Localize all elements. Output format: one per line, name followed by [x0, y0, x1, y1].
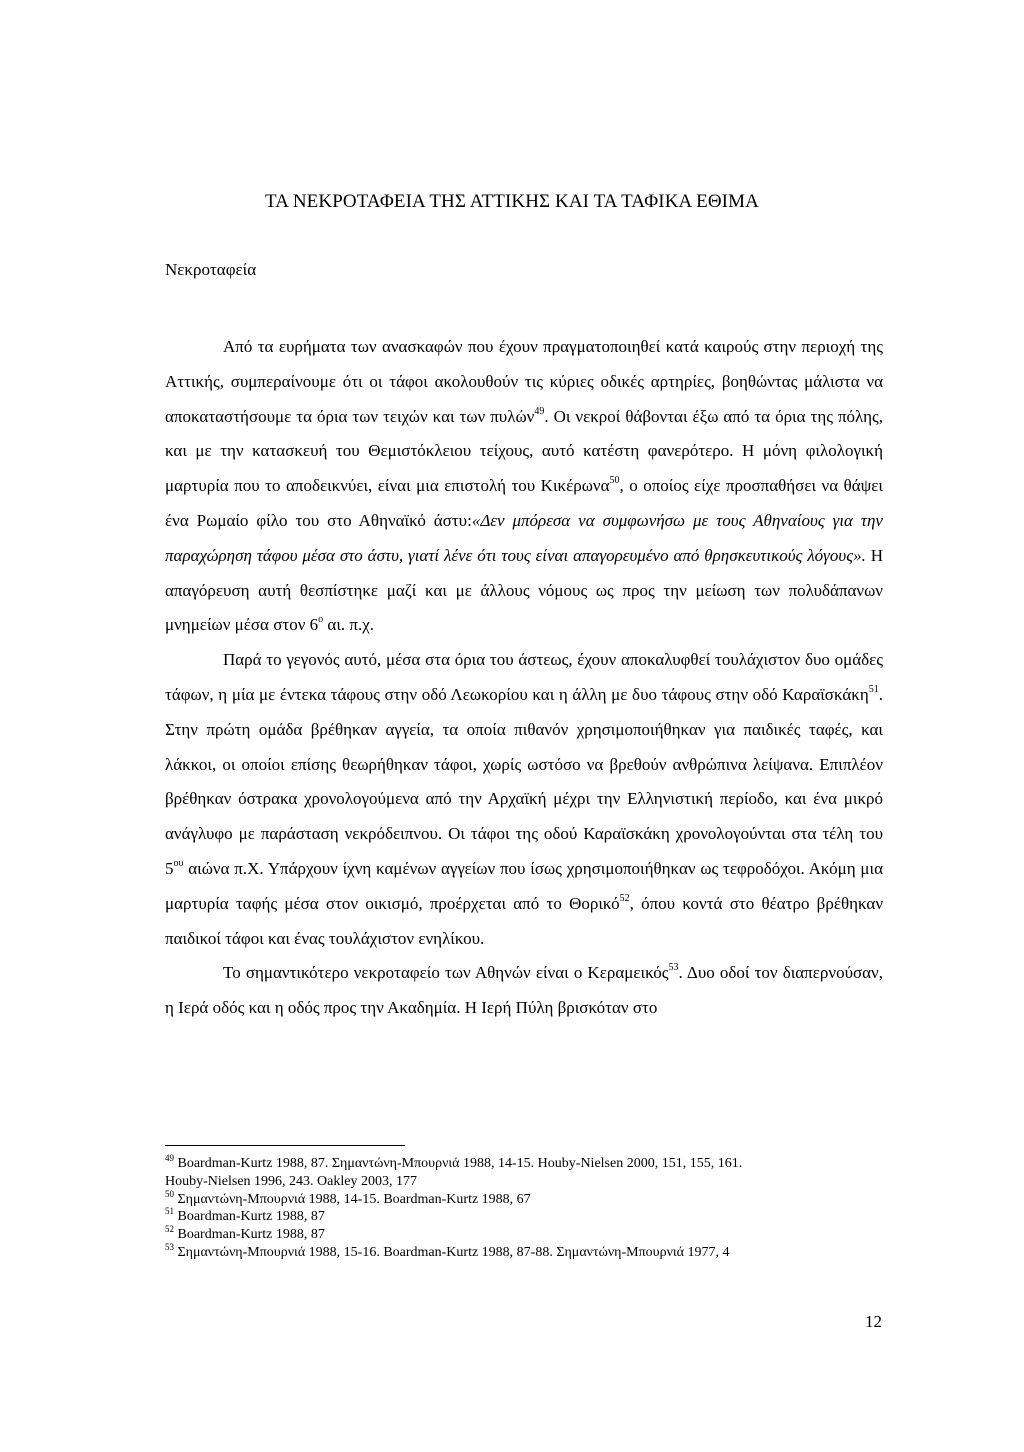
footnote-number: 51 — [165, 1206, 174, 1217]
paragraph-3-text-a: Το σημαντικότερο νεκροταφείο των Αθηνών είναι ο Κεραμεικός — [223, 963, 669, 983]
paragraph-1-text-a: Από τα ευρήματα των ανασκαφών που έχουν πραγματοποιηθεί κατά καιρούς στην περιοχή της Αττικής, συμπεραίνουμε ότι οι τάφοι ακολουθούν τις κύριες οδικές αρτηρίες, βοηθώντας μάλιστα να αποκαταστήσουμε τα όρια των τειχών και των πυλών — [165, 337, 883, 426]
footnote-50 — [165, 1188, 885, 1209]
footnote-51 — [165, 1208, 885, 1226]
paragraph-1-text-e: αι. π.χ. — [323, 615, 375, 635]
footnote-text: Boardman-Kurtz 1988, 87 — [177, 1227, 325, 1243]
footnote-number: 53 — [165, 1241, 174, 1252]
footnote-ref-49[interactable]: 49 — [534, 405, 545, 417]
paragraph-3-text-b: . Δυο οδοί τον διαπερνούσαν, η Ιερά οδός και η οδός προς την Ακαδημία. Η Ιερή Πύλη βρισκόταν στο — [165, 963, 883, 1018]
footnote-text: Boardman-Kurtz 1988, 87. Σημαντώνη-Μπουρνιά 1988, 14-15. Houby-Nielsen 2000, 151, 155, 161. — [177, 1156, 743, 1171]
footnote-53 — [165, 1241, 885, 1262]
footnote-ref-50[interactable]: 50 — [609, 475, 620, 487]
footnote-49-continued — [165, 1173, 885, 1191]
paragraph-2-text-b: . Στην πρώτη ομάδα βρέθηκαν αγγεία, τα οποία πιθανόν χρησιμοποιήθηκαν για παιδικές ταφές, και λάκκοι, οι οποίοι επίσης θεωρήθηκαν τάφοι, χωρίς ωστόσο να βρεθούν ανθρώπινα λείψανα. Επιπλέον βρέθηκαν όστρακα χρονολογούμενα από την Αρχαϊκή μέχρι την Ελληνιστική περίοδο, και ένα μικρό ανάγλυφο με παράσταση νεκρόδειπνου. Οι τάφοι της οδού Καραϊσκάκη χρονολογούνται στα τέλη του 5 — [165, 684, 883, 878]
body-text — [165, 330, 883, 1026]
ordinal-suffix: ου — [173, 857, 184, 869]
ordinal-suffix: ο — [318, 614, 324, 626]
page-number: 12 — [865, 1312, 882, 1331]
paragraph-2 — [165, 643, 883, 956]
chapter-title: ΤΑ ΝΕΚΡΟΤΑΦΕΙΑ ΤΗΣ ΑΤΤΙΚΗΣ ΚΑΙ ΤΑ ΤΑΦΙΚΑ ΕΘΙΜΑ — [265, 191, 759, 212]
paragraph-2-text-a: Παρά το γεγονός αυτό, μέσα στα όρια του άστεως, έχουν αποκαλυφθεί τουλάχιστον δυο ομάδες τάφων, η μία με έντεκα τάφους στην οδό Λεωκορίου και η άλλη με δυο τάφους στην οδό Καραϊσκάκη — [165, 650, 883, 704]
footnote-text: Boardman-Kurtz 1988, 87 — [177, 1209, 325, 1225]
footnote-52 — [165, 1226, 885, 1244]
footnote-49 — [165, 1155, 885, 1173]
footnote-number: 52 — [165, 1224, 174, 1235]
paragraph-1-text-d: Η απαγόρευση αυτή θεσπίστηκε μαζί και με άλλους νόμους ως προς την μείωση των πολυδάπανων μνημείων μέσα στον 6 — [165, 545, 884, 635]
paragraph-2-text-d: , όπου κοντά στο θέατρο βρέθηκαν παιδικοί τάφοι και ένας τουλάχιστον ενηλίκου. — [165, 893, 883, 948]
footnote-ref-53[interactable]: 53 — [668, 962, 679, 974]
footnote-text: Σημαντώνη-Μπουρνιά 1988, 14-15. Boardman-Kurtz 1988, 67 — [177, 1191, 531, 1207]
footnote-number: 50 — [165, 1188, 174, 1199]
footnote-text: Σημαντώνη-Μπουρνιά 1988, 15-16. Boardman-Kurtz 1988, 87-88. Σημαντώνη-Μπουρνιά 1977, 4 — [177, 1244, 730, 1260]
paragraph-3 — [165, 956, 883, 1026]
footnote-text: Houby-Nielsen 1996, 243. Oakley 2003, 177 — [165, 1173, 417, 1189]
paragraph-2-text-c: αιώνα π.Χ. Υπάρχουν ίχνη καμένων αγγείων που ίσως χρησιμοποιήθηκαν ως τεφροδόχοι. Ακόμη μια μαρτυρία ταφής μέσα στον οικισμό, προέρχεται από το Θορικό — [165, 858, 883, 913]
section-heading: Νεκροταφεία — [165, 260, 257, 279]
footnotes — [165, 1155, 885, 1262]
paragraph-1-text-b: . Οι νεκροί θάβονται έξω από τα όρια της πόλης, και με την κατασκευή του Θεμιστόκλειου τείχους, αυτό κατέστη φανερότερο. Η μόνη φιλολογική μαρτυρία που το αποδεικνύει, είναι μια επιστολή του Κικέρωνα — [165, 406, 883, 496]
footnote-ref-52[interactable]: 52 — [619, 892, 630, 904]
cicero-quote: «Δεν μπόρεσα να συμφωνήσω με τους Αθηναίους για την παραχώρηση τάφου μέσα στο άστυ, γιατί λένε ότι τους είναι απαγορευμένο από θρησκευτικούς λόγους». — [165, 510, 883, 565]
footnote-ref-51[interactable]: 51 — [868, 683, 879, 695]
footnote-separator — [165, 1145, 405, 1146]
paragraph-1 — [165, 330, 883, 643]
footnote-number: 49 — [165, 1153, 174, 1163]
paragraph-1-text-c: , ο οποίος είχε προσπαθήσει να θάψει ένα Ρωμαίο φίλο του στο Αθηναϊκό άστυ: — [165, 476, 883, 530]
